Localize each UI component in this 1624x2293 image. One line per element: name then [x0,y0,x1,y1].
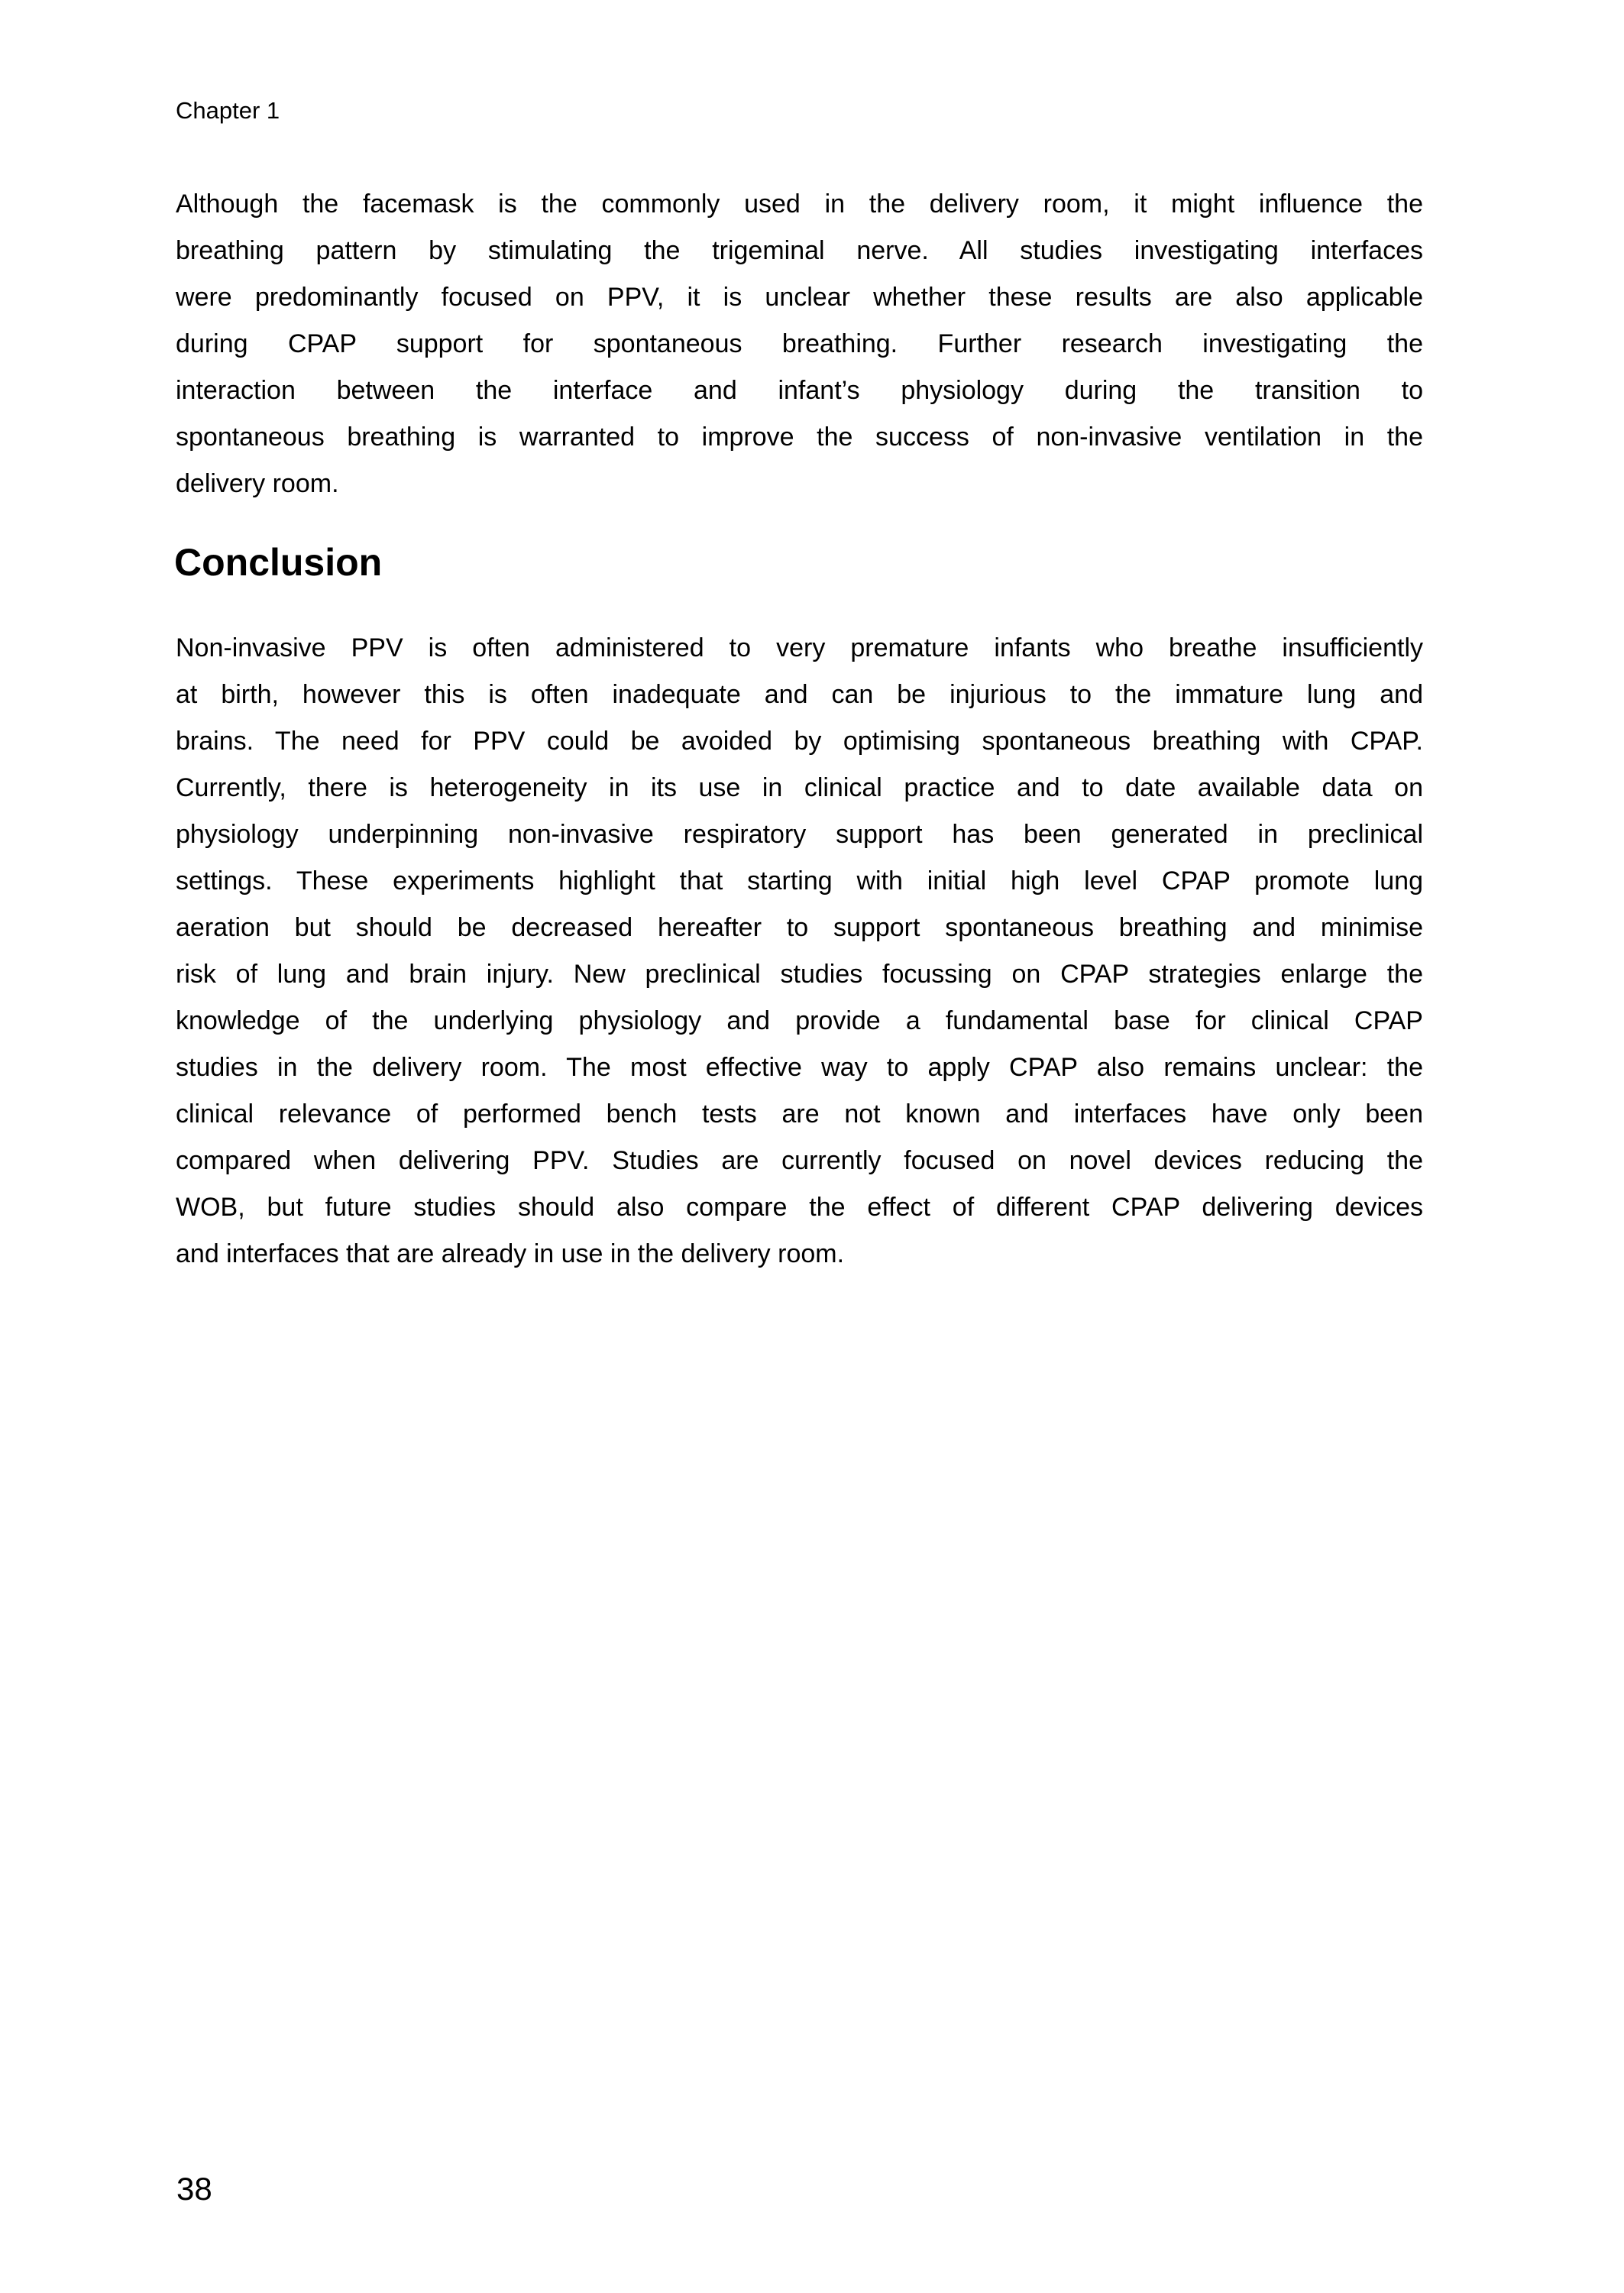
text-line: knowledge of the underlying physiology and provide a fundamental base for clinical CPAP [176,1006,1423,1035]
text-line: interaction between the interface and infant’s physiology during the transition to [176,376,1423,405]
text-line: Non-invasive PPV is often administered to very premature infants who breathe insufficiently [176,633,1423,662]
text-line: Currently, there is heterogeneity in its use in clinical practice and to date available data on [176,773,1423,802]
text-line: risk of lung and brain injury. New preclinical studies focussing on CPAP strategies enlarge the [176,960,1423,989]
text-line: aeration but should be decreased hereafter to support spontaneous breathing and minimise [176,913,1423,942]
body-paragraph-2 [176,625,1423,1278]
body-paragraph-1 [176,181,1423,507]
text-line: WOB, but future studies should also compare the effect of different CPAP delivering devices [176,1193,1423,1222]
text-line: settings. These experiments highlight that starting with initial high level CPAP promote lung [176,866,1423,896]
text-line: were predominantly focused on PPV, it is unclear whether these results are also applicable [176,283,1423,312]
page-number: 38 [176,2171,212,2207]
text-line: compared when delivering PPV. Studies are currently focused on novel devices reducing the [176,1146,1423,1175]
text-line: physiology underpinning non-invasive respiratory support has been generated in preclinical [176,820,1423,849]
text-line: breathing pattern by stimulating the trigeminal nerve. All studies investigating interfaces [176,236,1423,265]
text-line: during CPAP support for spontaneous breathing. Further research investigating the [176,329,1423,358]
chapter-header: Chapter 1 [176,97,280,124]
text-line: spontaneous breathing is warranted to improve the success of non-invasive ventilation in the [176,423,1423,452]
text-line: studies in the delivery room. The most effective way to apply CPAP also remains unclear: the [176,1053,1423,1082]
conclusion-heading: Conclusion [174,541,383,584]
text-line: delivery room. [176,469,339,498]
text-line: and interfaces that are already in use in the delivery room. [176,1239,845,1268]
text-line: brains. The need for PPV could be avoided by optimising spontaneous breathing with CPAP. [176,727,1423,756]
text-line: at birth, however this is often inadequate and can be injurious to the immature lung and [176,680,1423,709]
text-line: clinical relevance of performed bench tests are not known and interfaces have only been [176,1100,1423,1129]
text-line: Although the facemask is the commonly used in the delivery room, it might influence the [176,189,1423,219]
